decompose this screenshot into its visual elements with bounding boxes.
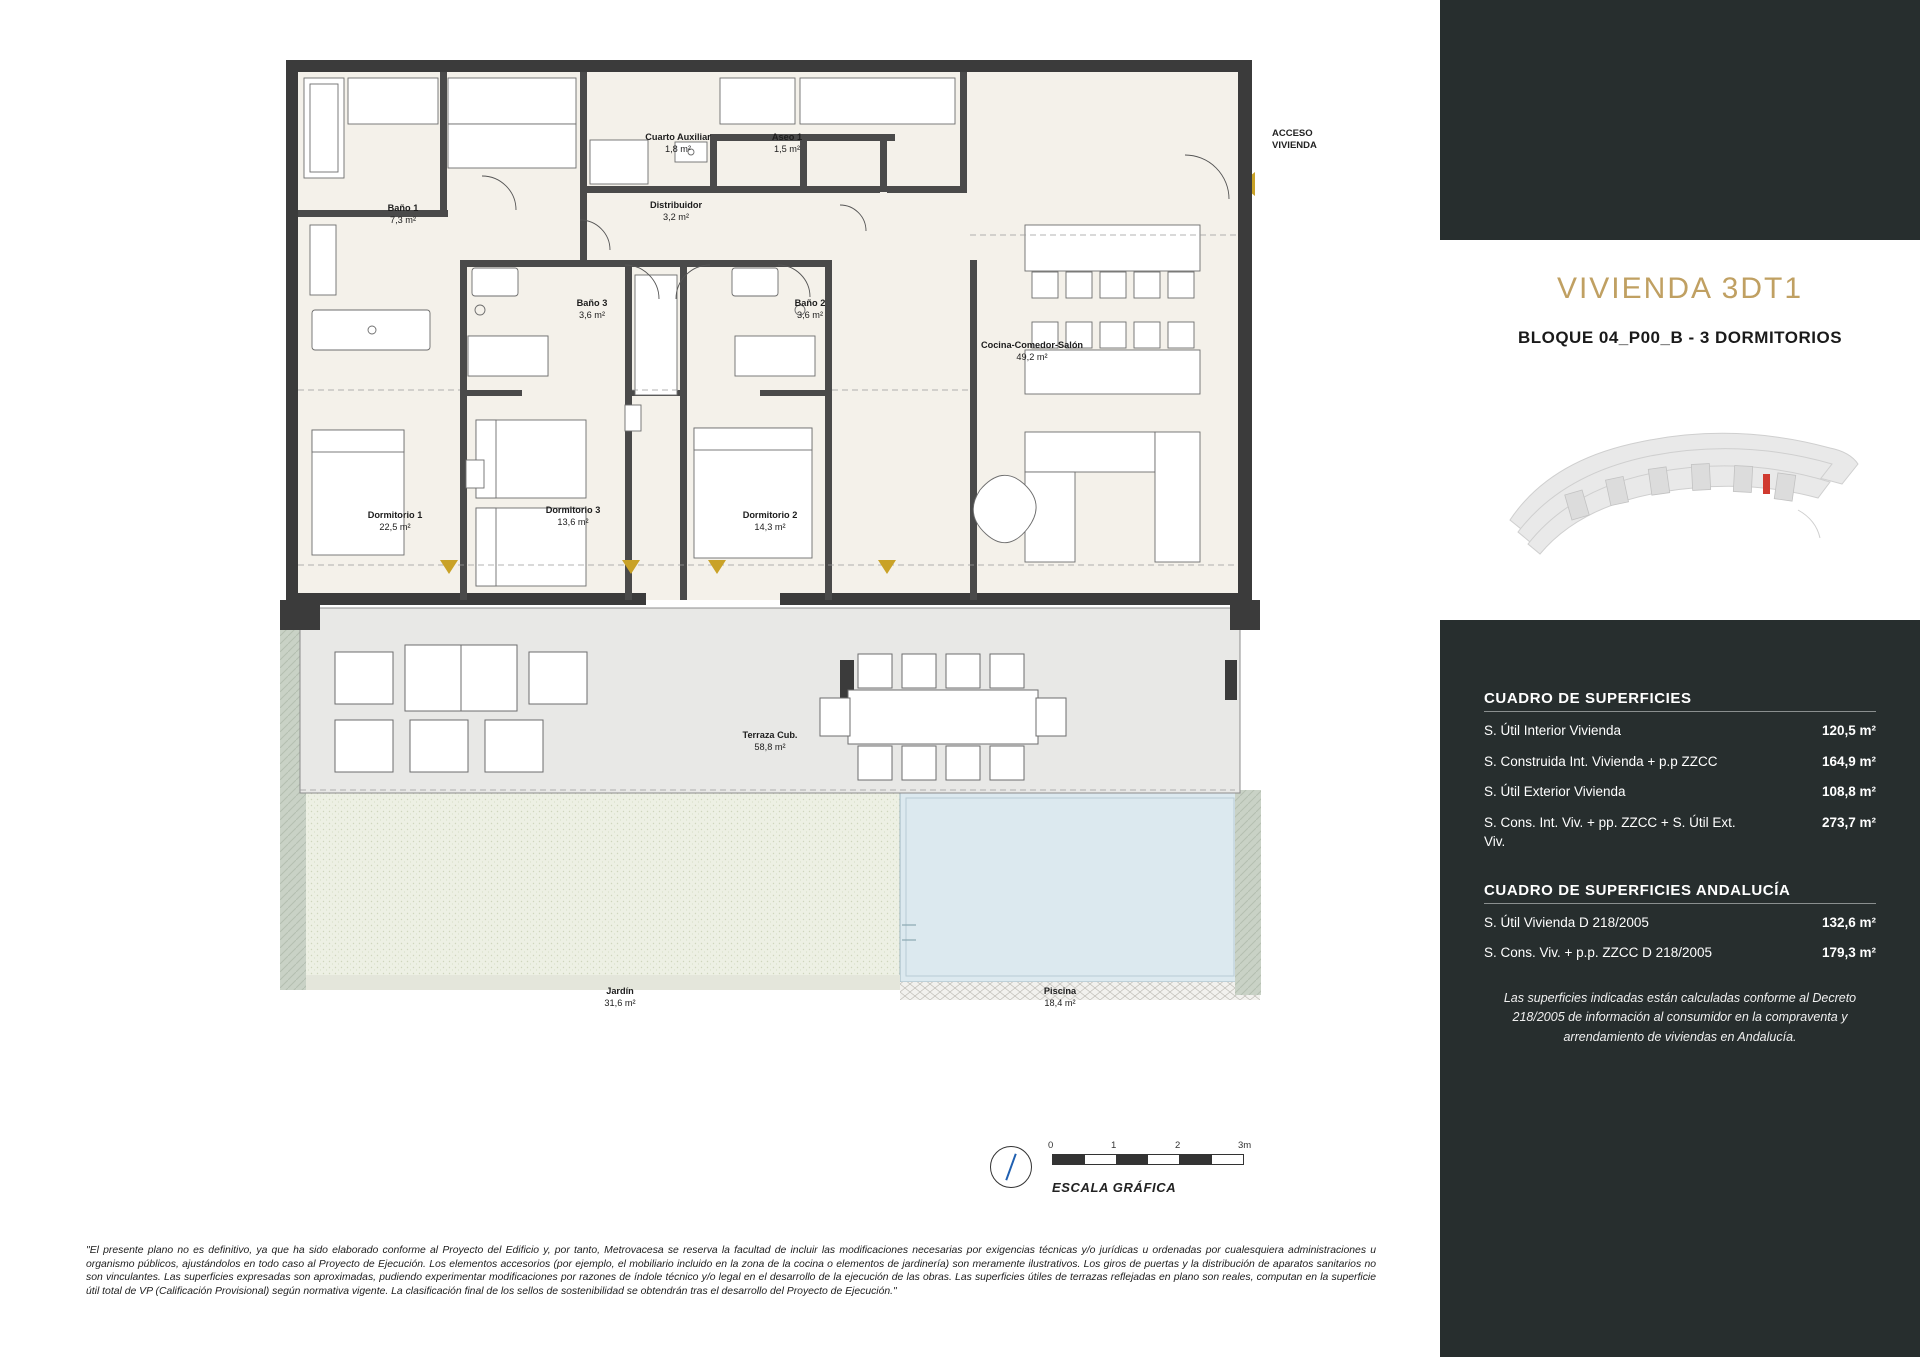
areas-title: CUADRO DE SUPERFICIES	[1484, 690, 1692, 707]
area-value: 132,6 m²	[1821, 914, 1876, 930]
divider	[1484, 711, 1876, 712]
area-value: 273,7 m²	[1821, 814, 1876, 830]
area-value: 108,8 m²	[1821, 784, 1876, 800]
divider	[1484, 903, 1876, 904]
room-label-bano-3: Baño 3 3,6 m²	[576, 298, 608, 320]
site-key-map	[1480, 380, 1880, 600]
area-label: S. Útil Exterior Vivienda	[1484, 784, 1626, 800]
area-row	[1484, 813, 1876, 852]
page-title: VIVIENDA 3DT1	[1556, 272, 1804, 305]
room-label-terraza-cub: Terraza Cub. 58,8 m²	[742, 730, 798, 752]
area-row	[1484, 782, 1876, 802]
room-label-dormitorio-2: Dormitorio 2 14,3 m²	[742, 510, 798, 532]
area-row	[1484, 943, 1876, 963]
room-label-cuarto-auxiliar: Cuarto Auxiliar 1,8 m²	[645, 132, 711, 154]
area-row	[1484, 752, 1876, 772]
areas-note: Las superficies indicadas están calculadas conforme al Decreto 218/2005 de información al consumidor en la compraventa y arrendamiento de viviendas en Andalucía.	[1503, 990, 1857, 1044]
access-label: ACCESO VIVIENDA	[1272, 128, 1317, 151]
area-value: 120,5 m²	[1821, 723, 1876, 738]
area-row	[1484, 721, 1876, 741]
room-label-bano-1: Baño 1 7,3 m²	[387, 203, 419, 225]
site-key-highlight	[1763, 474, 1770, 494]
room-label-bano-2: Baño 2 3,6 m²	[794, 298, 826, 320]
panel-top-band	[1440, 0, 1920, 240]
graphic-scale	[990, 1140, 1310, 1210]
scale-ticks: 0 1 2 3m	[1048, 1140, 1252, 1151]
scale-label: ESCALA GRÁFICA	[1052, 1180, 1177, 1195]
area-label: S. Cons. Viv. + p.p. ZZCC D 218/2005	[1484, 945, 1712, 961]
area-value: 164,9 m²	[1821, 753, 1876, 769]
areas-andalucia-title: CUADRO DE SUPERFICIES ANDALUCÍA	[1484, 881, 1791, 899]
legal-disclaimer: "El presente plano no es definitivo, ya que ha sido elaborado conforme al Proyecto del Edificio y, por tanto, Metrovacesa se reserva la facultad de incluir las modificaciones necesarias por exigencias técnicas y/o jurídicas u ordenadas por cualesquiera administraciones u organismo públicos, ajustándolos en todo caso al Proyecto de Ejecución. Los elementos accesorios (por ejemplo, el mobiliario incluido en la zona de la cocina o elementos de jardinería) son meramente ilustrativos. Los giros de puertas y la distribución de aparatos sanitarios no son vinculantes. Las superficies expresadas son aproximadas, pudiendo experimentar modificaciones por razones de índole técnico y/o legal en el desarrollo de la ejecución de las obras. Las superficies útiles de terrazas reflejadas en plano son reales, computan en la superficie útil total de VP (Calificación Provisional) según normativa vigente. La clasificación final de los sellos de sostenibilidad se obtendrán tras el desarrollo del Proyecto de Ejecución."	[86, 1245, 1376, 1298]
area-value: 179,3 m²	[1821, 945, 1876, 961]
room-label-piscina: Piscina 18,4 m²	[1043, 986, 1077, 1008]
info-panel	[1440, 0, 1920, 1357]
compass-needle-icon	[1005, 1154, 1016, 1181]
room-label-cocina-comedor-salon: Cocina-Comedor-Salón 49,2 m²	[980, 340, 1084, 362]
room-label-aseo-1: Aseo 1 1,5 m²	[771, 132, 803, 154]
scale-bar	[1052, 1154, 1244, 1165]
area-label: S. Construida Int. Vivienda + p.p ZZCC	[1484, 753, 1718, 769]
area-row	[1484, 913, 1876, 933]
room-label-dormitorio-1: Dormitorio 1 22,5 m²	[367, 510, 423, 532]
room-label-distribuidor: Distribuidor 3,2 m²	[649, 200, 703, 222]
area-label: S. Útil Interior Vivienda	[1484, 723, 1622, 738]
room-label-jardin: Jardín 31,6 m²	[604, 986, 636, 1008]
room-label-dormitorio-3: Dormitorio 3 13,6 m²	[545, 505, 601, 527]
page-subtitle: BLOQUE 04_P00_B - 3 DORMITORIOS	[1517, 328, 1843, 347]
area-label: S. Cons. Int. Viv. + pp. ZZCC + S. Útil Ext. Viv.	[1484, 814, 1736, 850]
north-compass-icon	[990, 1146, 1032, 1188]
area-label: S. Útil Vivienda D 218/2005	[1484, 914, 1649, 930]
areas-table	[1484, 690, 1876, 1047]
